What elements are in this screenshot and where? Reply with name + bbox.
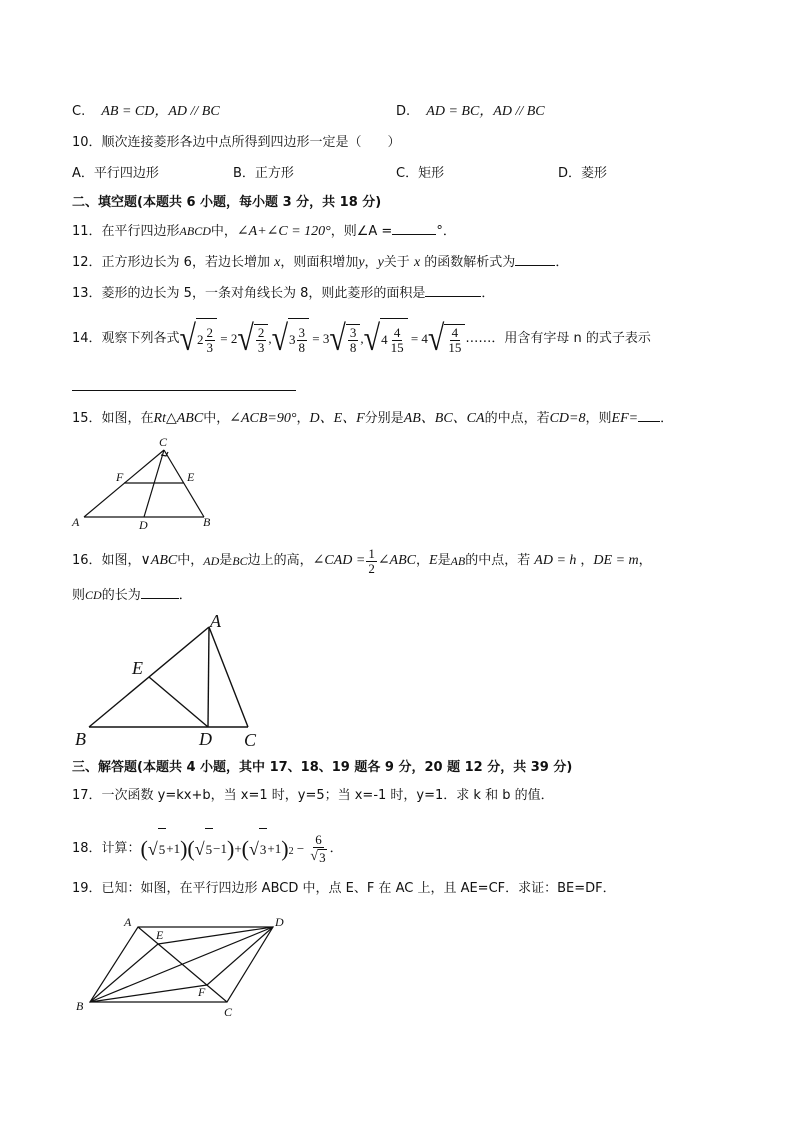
q19-label-b: B [76,999,84,1013]
q15-right-angle-mark [161,452,168,456]
q19: 19．已知：如图，在平行四边形 ABCD 中，点 E、F 在 AC 上，且 AE=CF．求证：BE=DF． [72,881,616,896]
q14-term-1-left: √ 2 $\frac{2}{3}$ [180,318,217,360]
q10-option-a: A．平行四边形 [72,166,159,181]
q15-label-f: F [116,470,124,484]
q14: 14．观察下列各式 √ 2 $\frac{2}{3}$ = 2 √ $\frac{2}{3}$ , √ 3 $\frac{3}{8}$ = 3 √ $\frac{3}{8}$ , √ 4 $\frac{4}{15}$ = 4 √ $\frac{4}{15}$ …… ．用含有字母 n 的式子表示 [72,318,651,359]
q15: 15．如图，在Rt△ABC中，∠ACB=90°，D、E、F分别是AB、BC、CA的中点，若CD=8，则EF= ． [72,411,674,426]
q10-option-b: B．正方形 [233,166,294,181]
q16-figure [66,610,276,752]
q15-label-e: E [187,470,195,484]
q19-label-a: A [124,915,132,929]
q19-diagonal-bd [90,927,273,1002]
q10-option-d: D．菱形 [558,166,608,181]
q19-label-c: C [224,1005,233,1019]
q19-label-d: D [275,915,284,929]
q14-term-2-right: √ $\frac{3}{8}$ [329,324,360,355]
q14-answer-line[interactable] [72,390,296,391]
section-fill-in-heading: 二、填空题(本题共 6 小题，每小题 3 分，共 18 分) [72,195,382,210]
q16-label-c: C [244,730,257,750]
q18: 18．计算： ( √ 5 + 1 )( √ 5 − 1 ) + ( √ 3 + 1 ) $_2$ − 6 √ 3 ． [72,826,343,872]
q14-term-2-left: √ 3 $\frac{3}{8}$ [272,318,309,360]
q15-label-c: C [159,435,168,449]
section-answer-heading: 三、解答题(本题共 4 小题，其中 17、18、19 题各 9 分，20 题 12 分，共 39 分) [72,760,573,775]
q15-label-a: A [72,515,80,529]
q13: 13．菱形的边长为 5，一条对角线长为 8，则此菱形的面积是 ． [72,286,495,301]
q15-label-b: B [203,515,211,529]
q9-option-c-text: AB = CD，AD // BC [101,104,220,119]
q16-line-2: 则CD的长为 ． [72,588,192,603]
q16-answer-blank[interactable] [141,586,179,599]
q10-option-c: C．矩形 [396,166,445,181]
q17: 17．一次函数 y=kx+b，当 x=1 时，y=5；当 x=-1 时，y=1．求 k 和 b 的值． [72,788,554,803]
q12: 12．正方形边长为 6，若边长增加 x，则面积增加y，y关于 x 的函数解析式为 ． [72,255,569,270]
q10-stem: 10．顺次连接菱形各边中点所得到四边形一定是（ ） [72,135,401,150]
q19-figure [70,912,295,1022]
q14-term-1-right: √ $\frac{2}{3}$ [237,324,268,355]
q16-label-e: E [132,658,143,678]
q14-term-3-left: √ 4 $\frac{4}{15}$ [364,318,408,360]
q9-option-d: D. AD = BC，AD // BC [396,104,545,119]
q16-seg-ad [208,627,209,727]
q15-answer-blank[interactable] [638,409,660,422]
q14-term-3-right: √ $\frac{4}{15}$ [428,324,465,355]
q9-option-d-text: AD = BC，AD // BC [426,104,545,119]
q16-seg-ed [149,677,208,727]
q16-label-a: A [210,611,221,631]
q9-option-c: C. AB = CD，AD // BC [72,104,220,119]
q13-answer-blank[interactable] [425,284,481,297]
q19-label-f: F [198,985,206,999]
q11: 11．在平行四边形ABCD中，∠A+∠C = 120°，则∠A = °． [72,224,456,239]
q16-seg-ac [209,627,248,727]
q11-answer-blank[interactable] [392,222,436,235]
q16-label-b: B [75,729,86,749]
q16-line-1: 16．如图， ∨ABC 中， AD 是 BC 边上的高， ∠CAD = $\frac{1}{2}$ ∠ABC ， E 是 AB 的中点，若 AD = h ， DE = m ， [72,545,652,576]
q15-figure [60,432,230,534]
q15-label-d: D [139,518,148,532]
q12-answer-blank[interactable] [515,253,555,266]
q19-label-e: E [156,928,164,942]
q16-label-d: D [199,729,212,749]
